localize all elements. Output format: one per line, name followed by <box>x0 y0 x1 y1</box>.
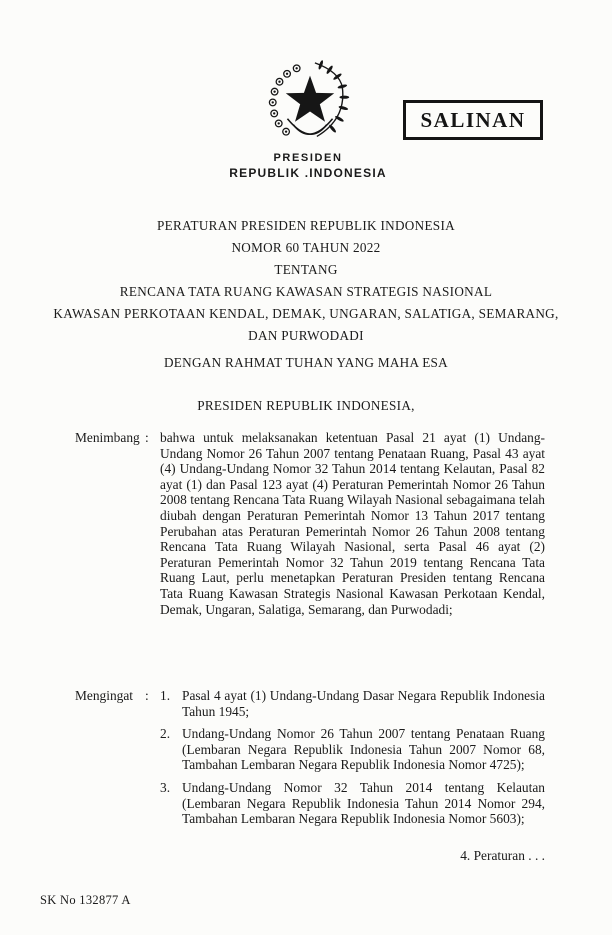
recalling-colon: : <box>145 688 149 703</box>
recalling-item <box>160 726 545 773</box>
recalling-section <box>75 688 545 834</box>
recalling-label: Mengingat <box>75 688 134 703</box>
title-line-5: KAWASAN PERKOTAAN KENDAL, DEMAK, UNGARAN, SALATIGA, SEMARANG, <box>53 306 559 322</box>
letterhead-line1: PRESIDEN <box>273 152 343 164</box>
recalling-list <box>160 688 545 834</box>
salinan-stamp-label: SALINAN <box>420 107 526 132</box>
title-line-6: DAN PURWODADI <box>248 328 364 344</box>
title-line-2: NOMOR 60 TAHUN 2022 <box>231 240 381 256</box>
recalling-item-text: Undang-Undang Nomor 26 Tahun 2007 tentang Penataan Ruang (Lembaran Negara Republik Indonesia Tahun 2007 Nomor 68, Tambahan Lembaran Negara Republik Indonesia Nomor 4725); <box>182 726 545 773</box>
catchword: 4. Peraturan . . . <box>460 848 545 863</box>
document-control-number: SK No 132877 A <box>40 893 131 907</box>
considering-section <box>75 430 545 617</box>
recalling-item-number: 2. <box>160 726 171 742</box>
recalling-item-number: 3. <box>160 779 171 795</box>
authority-line: PRESIDEN REPUBLIK INDONESIA, <box>197 398 415 413</box>
recalling-item-text: Pasal 4 ayat (1) Undang-Undang Dasar Negara Republik Indonesia Tahun 1945; <box>182 688 545 719</box>
recalling-item-number: 1. <box>160 688 171 703</box>
invocation-line: DENGAN RAHMAT TUHAN YANG MAHA ESA <box>163 355 449 370</box>
title-line-4: RENCANA TATA RUANG KAWASAN STRATEGIS NASIONAL <box>119 284 493 300</box>
salinan-stamp <box>403 100 543 140</box>
considering-label: Menimbang <box>75 430 140 445</box>
letterhead <box>2 152 612 180</box>
considering-text: bahwa untuk melaksanakan ketentuan Pasal 21 ayat (1) Undang-Undang Nomor 26 Tahun 2007 tentang Penataan Ruang, Pasal 43 ayat (4) Undang-Undang Nomor 32 Tahun 2014 tentang Kelautan, Pasal 82 ayat (1) dan Pasal 123 ayat (4) Peraturan Pemerintah Nomor 26 Tahun 2008 tentang Rencana Tata Ruang Wilayah Nasional sebagaimana telah diubah dengan Peraturan Pemerintah Nomor 13 Tahun 2017 tentang Perubahan atas Peraturan Pemerintah Nomor 26 Tahun 2008 tentang Rencana Tata Ruang Wilayah Nasional, serta Pasal 46 ayat (2) Peraturan Pemerintah Nomor 32 Tahun 2019 tentang Rencana Tata Ruang Laut, perlu menetapkan Peraturan Presiden tentang Rencana Tata Ruang Kawasan Strategis Nasional Kawasan Perkotaan Kendal, Demak, Ungaran, Salatiga, Semarang, dan Purwodadi; <box>160 430 545 617</box>
recalling-item <box>160 688 545 719</box>
letterhead-line2: REPUBLIK .INDONESIA <box>229 166 387 180</box>
considering-colon: : <box>145 430 149 445</box>
recalling-item-text: Undang-Undang Nomor 32 Tahun 2014 tentang Kelautan (Lembaran Negara Republik Indonesia Tahun 2014 Nomor 294, Tambahan Lembaran Negara Republik Indonesia Nomor 5603); <box>182 779 545 827</box>
title-line-3: TENTANG <box>274 262 338 278</box>
recalling-item <box>160 780 545 827</box>
star-shape <box>286 76 334 122</box>
regulation-title <box>0 215 612 348</box>
presidential-seal-icon <box>256 58 364 160</box>
title-line-1: PERATURAN PRESIDEN REPUBLIK INDONESIA <box>157 218 455 233</box>
